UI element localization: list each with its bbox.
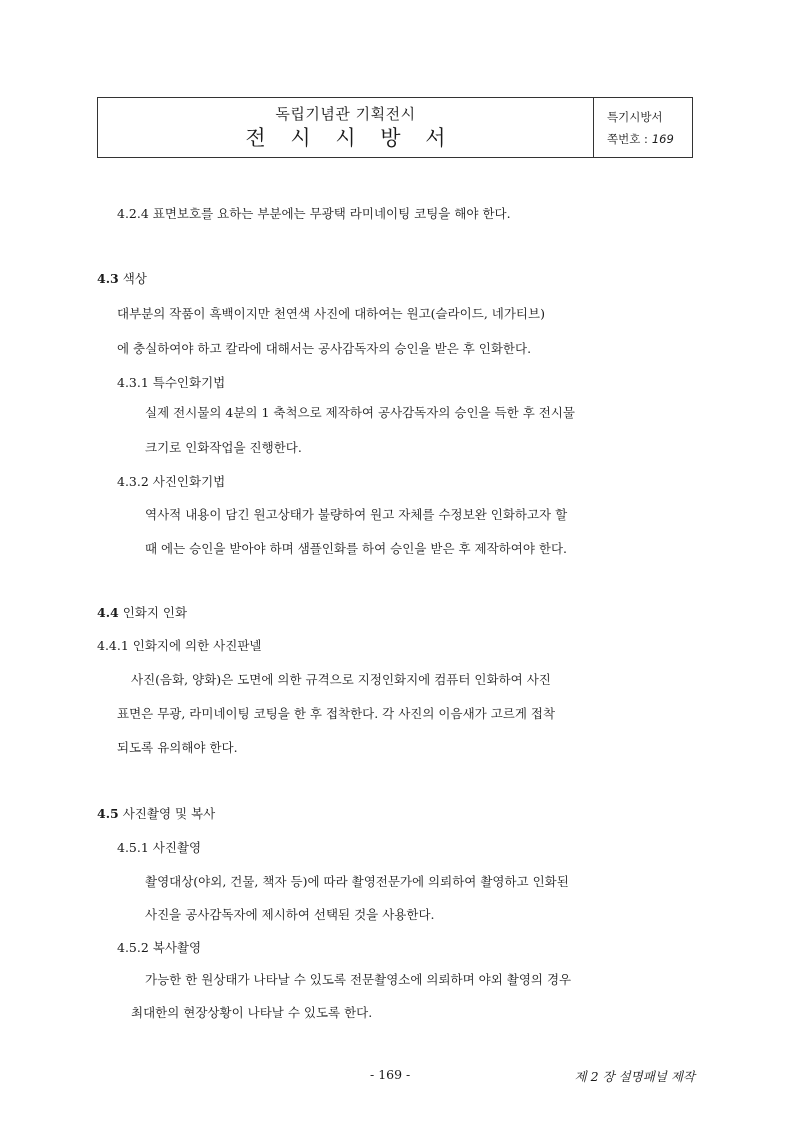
page-number-label: 쪽번호 : <box>607 131 648 146</box>
section-title: 사진촬영 및 복사 <box>122 806 216 821</box>
header-info-block <box>594 98 692 157</box>
paragraph-line: 실제 전시물의 4분의 1 축척으로 제작하여 공사감독자의 승인을 득한 후 전시물 <box>145 405 575 420</box>
header-title: 전 시 시 방 서 <box>245 125 455 150</box>
section-4-3-heading <box>97 271 147 287</box>
footer-chapter-title: 제 2 장 설명패널 제작 <box>574 1069 695 1084</box>
page-number-row <box>607 128 692 150</box>
section-title: 색상 <box>122 271 147 286</box>
paragraph-line: 사진을 공사감독자에 제시하여 선택된 것을 사용한다. <box>145 907 435 922</box>
paragraph-line: 역사적 내용이 담긴 원고상태가 불량하여 원고 자체를 수정보완 인화하고자 할 <box>145 507 568 522</box>
paragraph-line: 최대한의 현장상황이 나타날 수 있도록 한다. <box>131 1005 373 1020</box>
section-4-2-4: 4.2.4 표면보호를 요하는 부분에는 무광택 라미네이팅 코팅을 해야 한다. <box>117 206 511 221</box>
paragraph-line: 크기로 인화작업을 진행한다. <box>145 440 302 455</box>
section-title: 인화지 인화 <box>122 605 188 620</box>
paragraph-line: 되도록 유의해야 한다. <box>117 740 238 755</box>
document-header <box>97 97 693 158</box>
paragraph-line: 때 에는 승인을 받아야 하며 샘플인화를 하여 승인을 받은 후 제작하여야 한다. <box>145 541 568 556</box>
subsection-heading: 4.5.2 복사촬영 <box>117 940 202 955</box>
header-subtitle: 독립기념관 기획전시 <box>275 104 416 123</box>
paragraph-line: 사진(음화, 양화)은 도면에 의한 규격으로 지정인화지에 컴퓨터 인화하여 사진 <box>131 672 551 687</box>
paragraph-line: 가능한 한 원상태가 나타날 수 있도록 전문촬영소에 의뢰하며 야외 촬영의 경우 <box>145 972 572 987</box>
doc-type: 특기시방서 <box>607 109 663 124</box>
footer-page-number: - 169 - <box>370 1067 411 1082</box>
subsection-heading: 4.5.1 사진촬영 <box>117 840 202 855</box>
section-number: 4.3 <box>97 271 119 286</box>
section-4-4-heading <box>97 605 187 621</box>
subsection-heading: 4.3.2 사진인화기법 <box>117 474 226 489</box>
paragraph-line: 대부분의 작품이 흑백이지만 천연색 사진에 대하여는 원고(슬라이드, 네가티브) <box>117 306 545 321</box>
header-title-block <box>98 98 594 157</box>
section-4-5-heading <box>97 806 215 822</box>
paragraph-line: 촬영대상(야외, 건물, 책자 등)에 따라 촬영전문가에 의뢰하여 촬영하고 인화된 <box>145 874 569 889</box>
paragraph-line: 표면은 무광, 라미네이팅 코팅을 한 후 접착한다. 각 사진의 이음새가 고르게 접착 <box>117 706 556 721</box>
section-number: 4.5 <box>97 806 119 821</box>
section-number: 4.4 <box>97 605 119 620</box>
page-number-value: 169 <box>651 131 674 146</box>
subsection-heading: 4.3.1 특수인화기법 <box>117 375 226 390</box>
subsection-heading: 4.4.1 인화지에 의한 사진판넬 <box>97 638 262 653</box>
paragraph-line: 에 충실하여야 하고 칼라에 대해서는 공사감독자의 승인을 받은 후 인화한다. <box>117 341 532 356</box>
